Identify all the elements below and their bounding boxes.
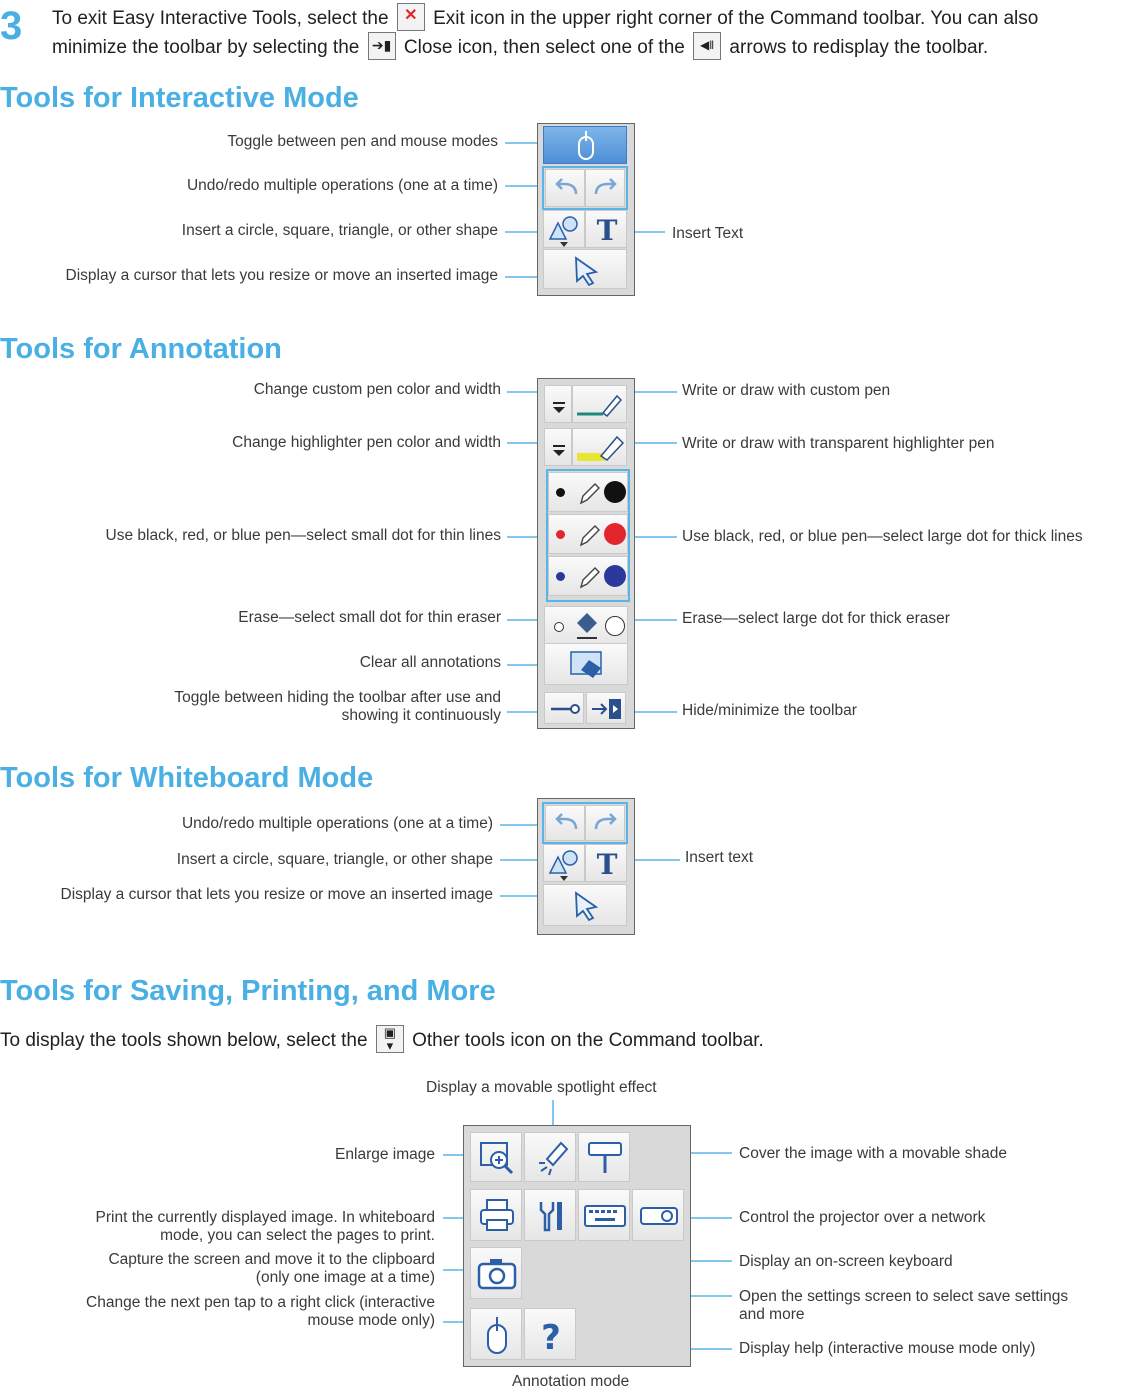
redo-icon (586, 806, 626, 842)
saving-heading: Tools for Saving, Printing, and More (0, 975, 496, 1007)
undo-button[interactable] (545, 169, 585, 207)
cursor-button[interactable] (543, 249, 627, 289)
spotlight-button[interactable] (524, 1132, 576, 1182)
question-mark-icon (525, 1309, 577, 1361)
svg-text:T: T (596, 214, 618, 247)
eraser-row (544, 606, 628, 646)
label-wb-undo-redo: Undo/redo multiple operations (one at a time) (181, 815, 493, 832)
highlighter-dropdown[interactable] (544, 428, 572, 466)
label-print (96, 1209, 435, 1245)
label-undo-redo: Undo/redo multiple operations (one at a time) (186, 177, 498, 194)
text-icon (586, 845, 628, 883)
undo-icon (546, 806, 586, 842)
pen-thin-dot-black[interactable] (556, 488, 565, 497)
custom-pen-icon (573, 386, 628, 424)
step-text-2a: minimize the toolbar by selecting the (52, 37, 360, 58)
mouse-icon (544, 127, 628, 165)
shapes-icon (544, 211, 586, 249)
label-toggle-pen-mouse: Toggle between pen and mouse modes (227, 133, 498, 150)
caption-annotation-mode: Annotation mode (512, 1373, 630, 1390)
label-shade: Cover the image with a movable shade (739, 1145, 1007, 1162)
label-right-click-1: Change the next pen tap to a right click (interactive (86, 1294, 435, 1311)
undo-icon (546, 170, 586, 208)
shade-icon (579, 1133, 631, 1183)
label-enlarge: Enlarge image (335, 1146, 435, 1163)
enlarge-button[interactable] (470, 1132, 522, 1182)
pen-thin-dot-red[interactable] (556, 530, 565, 539)
pin-toggle-button[interactable] (544, 692, 584, 724)
label-projector: Control the projector over a network (739, 1209, 986, 1226)
camera-icon (471, 1248, 523, 1300)
wb-insert-text-button[interactable] (585, 844, 627, 882)
saving-intro-b: Other tools icon on the Command toolbar. (412, 1030, 764, 1052)
pin-icon (545, 693, 585, 725)
label-right-click-2: mouse mode only) (307, 1312, 435, 1329)
insert-shape-button[interactable] (543, 210, 585, 248)
other-tools-icon: ▣ ▾ (376, 1025, 404, 1053)
wrench-screwdriver-icon (525, 1190, 577, 1242)
annotation-heading: Tools for Annotation (0, 333, 282, 365)
label-thick-eraser: Erase—select large dot for thick eraser (682, 610, 950, 627)
cursor-icon (544, 250, 628, 290)
redo-icon (586, 170, 626, 208)
eraser-icon (575, 611, 599, 643)
label-cursor: Display a cursor that lets you resize or move an inserted image (65, 267, 498, 284)
pencil-icon (577, 563, 601, 591)
label-capture-2: (only one image at a time) (255, 1269, 435, 1286)
help-button[interactable] (524, 1308, 576, 1360)
label-wb-insert-text: Insert text (685, 849, 754, 866)
keyboard-button[interactable] (578, 1189, 630, 1241)
label-wb-insert-shape: Insert a circle, square, triangle, or other shape (176, 851, 493, 868)
label-print-2: mode, you can select the pages to print. (160, 1227, 435, 1244)
projector-button[interactable] (632, 1189, 684, 1241)
label-help: Display help (interactive mouse mode only) (739, 1340, 1036, 1357)
dropdown-icon (545, 386, 573, 424)
label-capture-1: Capture the screen and move it to the clipboard (108, 1251, 435, 1268)
shapes-icon (544, 845, 586, 883)
label-thin-pen: Use black, red, or blue pen—select small dot for thin lines (105, 527, 501, 544)
label-settings-1: Open the settings screen to select save settings (739, 1288, 1069, 1305)
label-spotlight: Display a movable spotlight effect (426, 1079, 657, 1096)
label-keyboard: Display an on-screen keyboard (739, 1253, 953, 1270)
text-icon (586, 211, 628, 249)
label-highlighter-color: Change highlighter pen color and width (232, 434, 501, 451)
label-thin-eraser: Erase—select small dot for thin eraser (238, 609, 501, 626)
clear-screen-icon (545, 644, 629, 686)
label-insert-shape: Insert a circle, square, triangle, or other shape (181, 222, 498, 239)
clear-annotations-button[interactable] (544, 643, 628, 685)
print-button[interactable] (470, 1189, 522, 1241)
label-right-click (86, 1294, 435, 1330)
hide-icon (587, 693, 627, 725)
pencil-icon (577, 521, 601, 549)
highlighter-button[interactable] (572, 428, 627, 466)
label-insert-text: Insert Text (672, 225, 744, 242)
label-highlighter-pen: Write or draw with transparent highlighter pen (682, 435, 995, 452)
other-tools-panel (463, 1125, 691, 1367)
wb-insert-shape-button[interactable] (543, 844, 585, 882)
label-thick-pen: Use black, red, or blue pen—select large dot for thick lines (682, 528, 1083, 545)
pen-thin-dot-blue[interactable] (556, 572, 565, 581)
annotation-toolbar (537, 378, 635, 729)
wb-undo-button[interactable] (545, 805, 585, 841)
step-text-1b: Exit icon in the upper right corner of the Command toolbar. You can also (433, 8, 1039, 29)
capture-button[interactable] (470, 1247, 522, 1299)
magnifier-icon (471, 1133, 523, 1183)
saving-intro-a: To display the tools shown below, select the (0, 1030, 368, 1052)
exit-icon: ✕ (397, 3, 425, 31)
whiteboard-heading: Tools for Whiteboard Mode (0, 762, 374, 794)
svg-text:?: ? (541, 1318, 561, 1358)
pen-mouse-toggle-button[interactable] (543, 126, 627, 164)
spotlight-icon (525, 1133, 577, 1183)
redisplay-arrow-icon: ◀‖ (693, 32, 721, 60)
pen-row-black (548, 472, 628, 512)
interactive-toolbar (537, 123, 635, 296)
shade-button[interactable] (578, 1132, 630, 1182)
custom-pen-button[interactable] (572, 385, 627, 423)
label-hide-toggle (174, 689, 501, 725)
right-click-button[interactable] (470, 1308, 522, 1360)
step-text-2c: arrows to redisplay the toolbar. (729, 37, 989, 58)
label-print-1: Print the currently displayed image. In whiteboard (95, 1209, 435, 1226)
hide-toolbar-button[interactable] (586, 692, 626, 724)
label-clear-annotations: Clear all annotations (359, 654, 501, 671)
step-number: 3 (0, 4, 23, 48)
pen-row-red (548, 514, 628, 554)
pen-row-blue (548, 556, 628, 596)
highlighter-icon (573, 429, 628, 467)
eraser-thin-dot[interactable] (554, 622, 564, 632)
label-hide-toolbar: Hide/minimize the toolbar (682, 702, 857, 719)
pen-thick-dot-red[interactable] (604, 523, 626, 545)
wb-redo-button[interactable] (585, 805, 625, 841)
insert-text-button[interactable] (585, 210, 627, 248)
printer-icon (471, 1190, 523, 1242)
label-settings-2: and more (739, 1306, 805, 1323)
label-custom-pen-color: Change custom pen color and width (253, 381, 501, 398)
keyboard-icon (579, 1190, 631, 1242)
label-hide-toggle-2: showing it continuously (341, 707, 501, 724)
step-text-1a: To exit Easy Interactive Tools, select the (52, 8, 389, 29)
saving-intro (0, 1027, 764, 1055)
mouse-icon (471, 1309, 523, 1361)
label-hide-toggle-1: Toggle between hiding the toolbar after use and (174, 689, 501, 706)
svg-text:T: T (596, 848, 618, 881)
projector-icon (633, 1190, 685, 1242)
custom-pen-dropdown[interactable] (544, 385, 572, 423)
interactive-heading: Tools for Interactive Mode (0, 82, 359, 114)
redo-button[interactable] (585, 169, 625, 207)
settings-button[interactable] (524, 1189, 576, 1241)
pen-thick-dot-blue[interactable] (604, 565, 626, 587)
label-capture (108, 1251, 435, 1287)
wb-cursor-button[interactable] (543, 884, 627, 926)
whiteboard-toolbar (537, 798, 635, 935)
pen-thick-dot-black[interactable] (604, 481, 626, 503)
close-icon: ➔▮ (368, 32, 396, 60)
label-settings (739, 1288, 1068, 1324)
pencil-icon (577, 479, 601, 507)
label-wb-cursor: Display a cursor that lets you resize or move an inserted image (60, 886, 493, 903)
step-text-2b: Close icon, then select one of the (403, 37, 685, 58)
label-custom-pen: Write or draw with custom pen (682, 382, 891, 399)
eraser-thick-dot[interactable] (605, 616, 625, 636)
dropdown-icon (545, 429, 573, 467)
cursor-icon (544, 885, 628, 927)
